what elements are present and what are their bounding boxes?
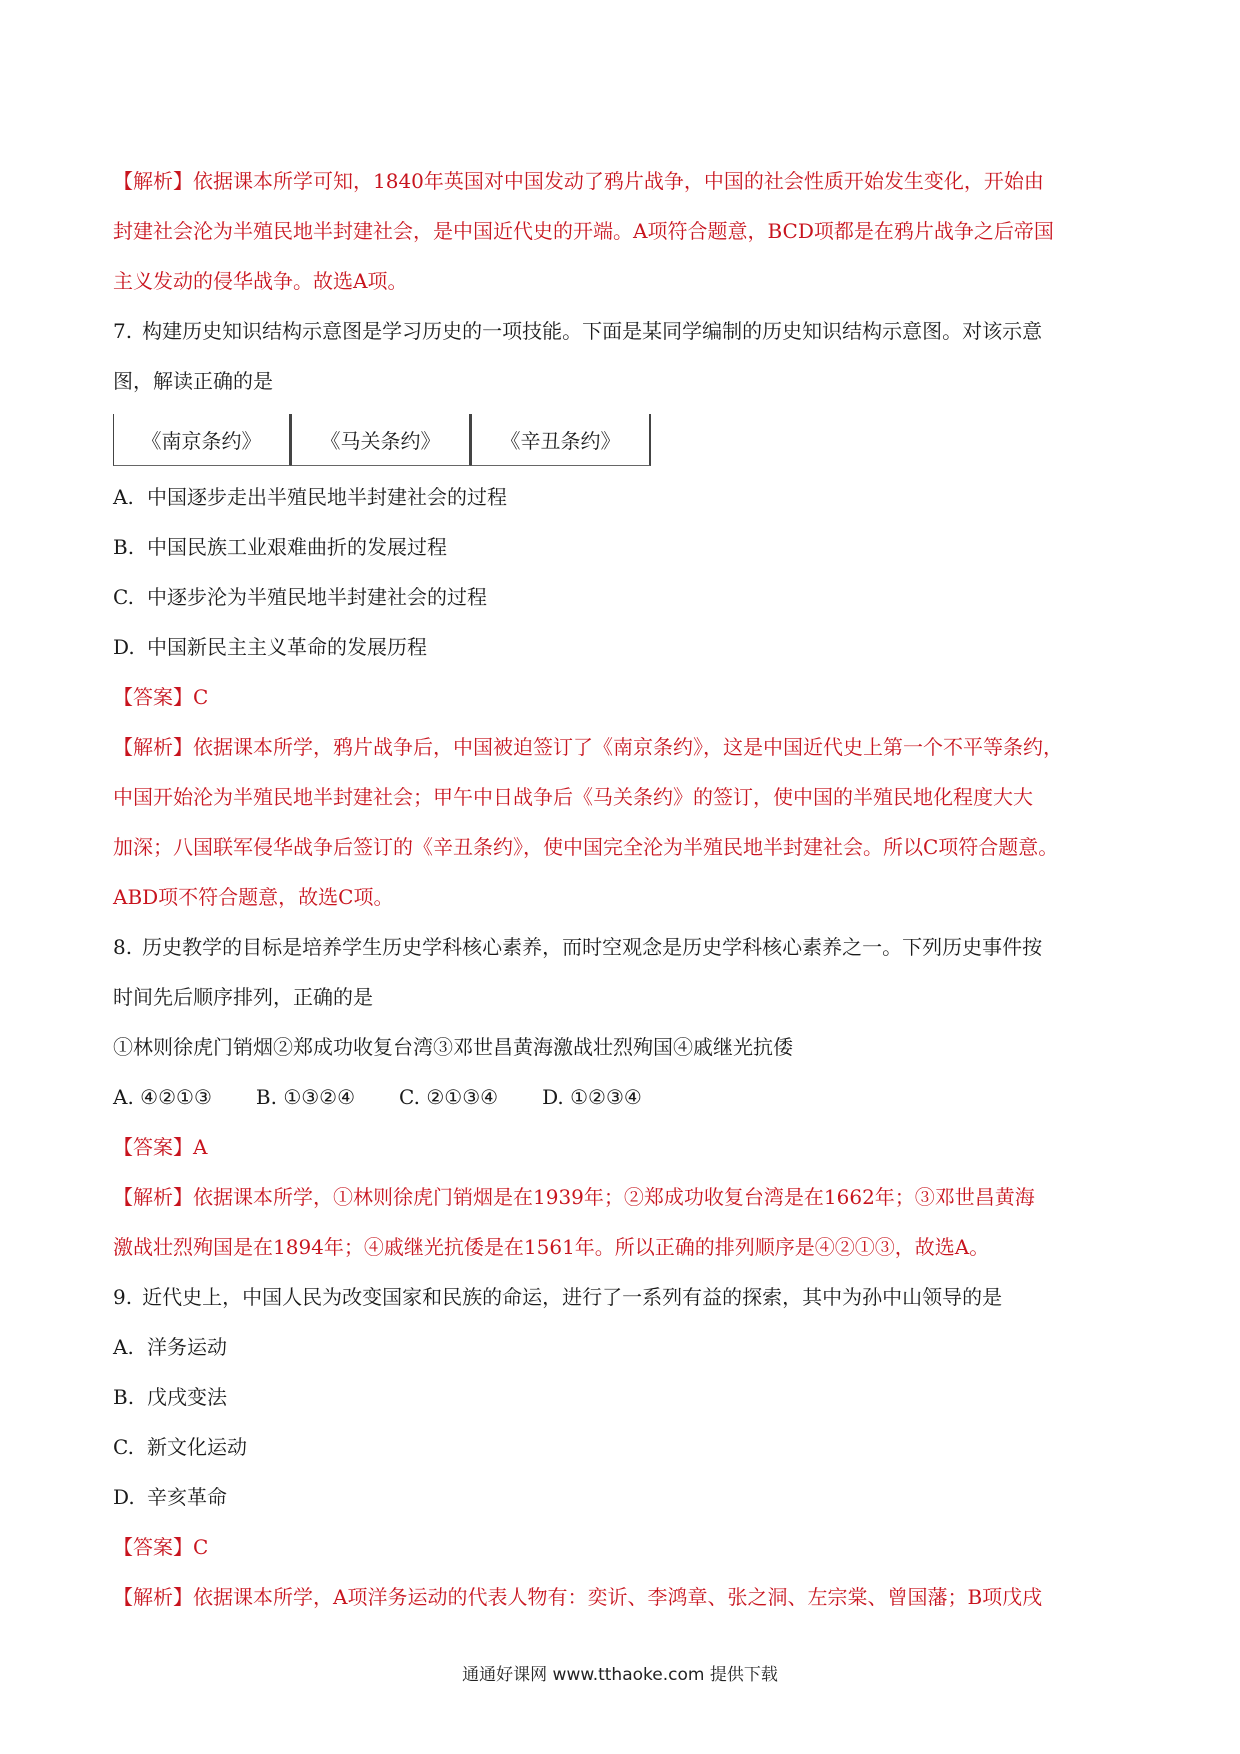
q6-analysis	[113, 156, 1133, 306]
option-d: D. 中国新民主主义革命的发展历程	[113, 635, 427, 659]
analysis-line: 激战壮烈殉国是在1894年；④戚继光抗倭是在1561年。所以正确的排列顺序是④②①③，故选A。	[113, 1235, 990, 1259]
question-8	[113, 922, 1133, 1272]
analysis-line: 封建社会沦为半殖民地半封建社会，是中国近代史的开端。A项符合题意，BCD项都是在鸦片战争之后帝国	[113, 219, 1054, 243]
answer-label: 【答案】	[113, 1135, 193, 1159]
analysis-label: 【解析】	[113, 1585, 193, 1609]
treaty-box-nanjing: 《南京条约》	[113, 414, 291, 466]
analysis-label: 【解析】	[113, 735, 193, 759]
question-stem: 7. 构建历史知识结构示意图是学习历史的一项技能。下面是某同学编制的历史知识结构示意图。对该示意	[113, 319, 1043, 343]
event-list: ①林则徐虎门销烟②郑成功收复台湾③邓世昌黄海激战壮烈殉国④戚继光抗倭	[113, 1035, 793, 1059]
question-7	[113, 306, 1133, 922]
analysis-line: 【解析】依据课本所学，①林则徐虎门销烟是在1939年；②郑成功收复台湾是在1662年；③邓世昌黄海	[113, 1185, 1035, 1209]
treaty-box-maguan: 《马关条约》	[291, 414, 471, 466]
question-stem: 8. 历史教学的目标是培养学生历史学科核心素养，而时空观念是历史学科核心素养之一。下列历史事件按	[113, 935, 1043, 959]
question-stem: 时间先后顺序排列，正确的是	[113, 985, 373, 1009]
answer-line	[113, 1122, 1133, 1172]
answer-line	[113, 672, 1133, 722]
option-d: D. ①②③④	[542, 1085, 642, 1109]
analysis-line: 加深；八国联军侵华战争后签订的《辛丑条约》，使中国完全沦为半殖民地半封建社会。所以C项符合题意。	[113, 835, 1059, 859]
treaty-box-xinchou: 《辛丑条约》	[471, 414, 651, 466]
answer-value: C	[193, 685, 209, 709]
option-c: C. 新文化运动	[113, 1435, 247, 1459]
option-a: A. ④②①③	[113, 1085, 212, 1109]
option-b: B. 戊戌变法	[113, 1385, 227, 1409]
option-a: A. 洋务运动	[113, 1335, 227, 1359]
option-b: B. 中国民族工业艰难曲折的发展过程	[113, 535, 447, 559]
analysis-line: 【解析】依据课本所学，A项洋务运动的代表人物有：奕䜣、李鸿章、张之洞、左宗棠、曾国藩；B项戊戌	[113, 1585, 1043, 1609]
option-c: C. ②①③④	[399, 1085, 499, 1109]
answer-label: 【答案】	[113, 1535, 193, 1559]
analysis-line: 中国开始沦为半殖民地半封建社会；甲午中日战争后《马关条约》的签订，使中国的半殖民地化程度大大	[113, 785, 1033, 809]
analysis-label: 【解析】	[113, 1185, 193, 1209]
option-b: B. ①③②④	[255, 1085, 356, 1109]
question-number: 9.	[113, 1285, 133, 1309]
answer-label: 【答案】	[113, 685, 193, 709]
knowledge-structure-diagram	[113, 414, 1133, 466]
answer-value: A	[193, 1135, 208, 1159]
analysis-line: 【解析】依据课本所学，鸦片战争后，中国被迫签订了《南京条约》，这是中国近代史上第一个不平等条约，	[113, 735, 1063, 759]
analysis-line: ABD项不符合题意，故选C项。	[113, 885, 394, 909]
analysis-label: 【解析】	[113, 169, 193, 193]
page-footer: 通通好课网 www.tthaoke.com 提供下载	[462, 1665, 778, 1685]
analysis-line: 主义发动的侵华战争。故选A项。	[113, 269, 408, 293]
question-stem: 9. 近代史上，中国人民为改变国家和民族的命运，进行了一系列有益的探索，其中为孙中山领导的是	[113, 1285, 1003, 1309]
document-page	[113, 156, 1133, 1622]
option-c: C. 中逐步沦为半殖民地半封建社会的过程	[113, 585, 487, 609]
question-stem: 图，解读正确的是	[113, 369, 273, 393]
question-number: 7.	[113, 319, 133, 343]
question-9	[113, 1272, 1133, 1622]
analysis-line: 【解析】依据课本所学可知，1840年英国对中国发动了鸦片战争，中国的社会性质开始发生变化，开始由	[113, 169, 1044, 193]
answer-line	[113, 1522, 1133, 1572]
options-row	[113, 1072, 1133, 1122]
option-d: D. 辛亥革命	[113, 1485, 227, 1509]
question-number: 8.	[113, 935, 133, 959]
option-a: A. 中国逐步走出半殖民地半封建社会的过程	[113, 485, 507, 509]
answer-value: C	[193, 1535, 209, 1559]
